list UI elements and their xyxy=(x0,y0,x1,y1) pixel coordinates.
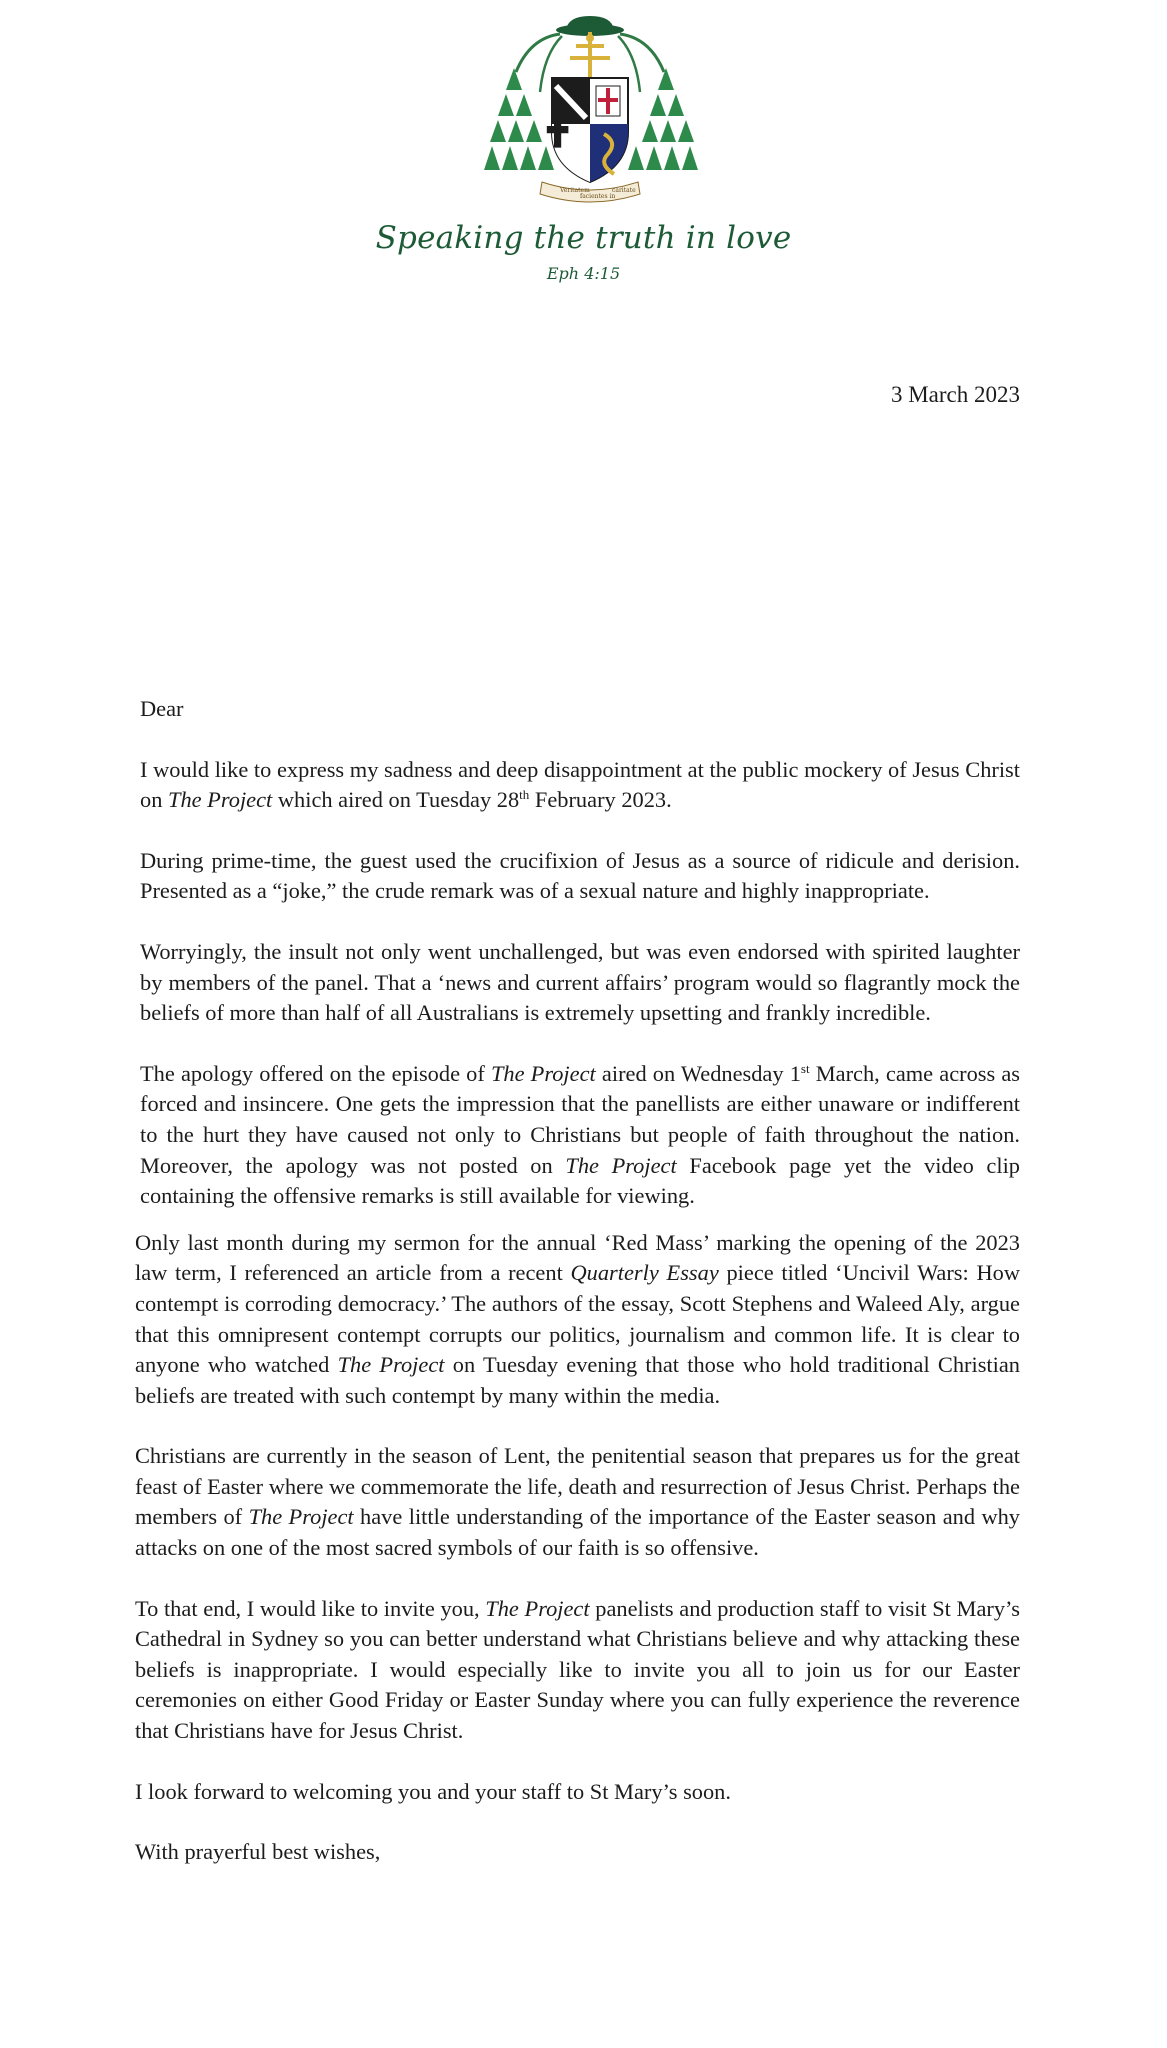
paragraph-text: Only last month during my sermon for the annual ‘Red Mass’ marking the opening of the 2023 law term, I referenced an article from a recent xyxy=(135,1229,1020,1286)
coat-of-arms-icon xyxy=(480,14,700,204)
show-title: The Project xyxy=(490,1060,596,1086)
ribbon-text-2: facientes in xyxy=(580,193,616,200)
letterhead-motto: Speaking the truth in love xyxy=(375,220,792,256)
ribbon-text-3: caritate xyxy=(612,187,636,194)
paragraph-text: which aired on Tuesday 28 xyxy=(272,787,520,813)
paragraph-5 xyxy=(135,1228,1020,1412)
paragraph-text: To that end, I would like to invite you, xyxy=(135,1595,486,1621)
paragraph-text: aired on Wednesday 1 xyxy=(595,1060,801,1086)
paragraph-text: piece titled ‘Uncivil Wars: How contempt is corroding democracy.’ The authors of the essay, Scott Stephens and Waleed Aly, argue that this omnipresent contempt corrupts our politics, journalism and common life. It is clear to anyone who watched xyxy=(135,1260,1020,1378)
show-title: The Project xyxy=(248,1504,354,1530)
ordinal-suffix: th xyxy=(519,787,530,803)
paragraph-6 xyxy=(135,1441,1020,1563)
coat-of-arms xyxy=(480,14,700,204)
show-title: The Project xyxy=(168,787,273,813)
essay-title: Quarterly Essay xyxy=(570,1260,719,1286)
paragraph-text: February 2023. xyxy=(529,787,672,813)
paragraph-text: have little understanding of the importance of the Easter season and why attacks on one of the most sacred symbols of our faith is so offensive. xyxy=(135,1504,1021,1561)
ordinal-suffix: st xyxy=(800,1060,810,1076)
paragraph-text: March, came across as forced and insincere. One gets the impression that the panellists are either unaware or indifferent to the hurt they have caused not only to Christians but people of faith throughout the nation. Moreover, the apology was not posted on xyxy=(140,1060,1021,1178)
show-title: The Project xyxy=(565,1152,677,1178)
paragraph-text: panelists and production staff to visit St Mary’s Cathedral in Sydney so you can better understand what Christians believe and why attacking these beliefs is inappropriate. I would especially like to invite you all to join us for our Easter ceremonies on either Good Friday or Easter Sunday where you can fully experience the reverence that Christians have for Jesus Christ. xyxy=(135,1595,1020,1744)
paragraph-text: Facebook page yet the video clip containing the offensive remarks is still available for viewing. xyxy=(140,1152,1020,1209)
show-title: The Project xyxy=(485,1595,590,1621)
paragraph-text: Christians are currently in the season of Lent, the penitential season that prepares us for the great feast of Easter where we commemorate the life, death and resurrection of Jesus Christ. Perhaps the members of xyxy=(135,1443,1020,1530)
ribbon-text-1: Veritatem xyxy=(560,187,590,194)
salutation: Dear xyxy=(140,696,184,721)
paragraph-7 xyxy=(135,1594,1020,1747)
closing: With prayerful best wishes, xyxy=(135,1839,381,1865)
letter-body xyxy=(135,694,1021,1898)
paragraph-8: I look forward to welcoming you and your staff to St Mary’s soon. xyxy=(135,1778,731,1804)
paragraph-1 xyxy=(140,755,1020,816)
paragraph-text: The apology offered on the episode of xyxy=(140,1060,491,1086)
paragraph-text: on Tuesday evening that those who hold traditional Christian beliefs are treated with such contempt by many within the media. xyxy=(135,1352,1021,1408)
paragraph-4 xyxy=(140,1059,1020,1212)
paragraph-text: I would like to express my sadness and deep disappointment at the public mockery of Jesus Christ on xyxy=(140,756,1020,813)
letter-date: 3 March 2023 xyxy=(890,382,1020,407)
show-title: The Project xyxy=(337,1352,445,1378)
paragraph-3: Worryingly, the insult not only went unchallenged, but was even endorsed with spirited laughter by members of the panel. That a ‘news and current affairs’ program would so flagrantly mock the beliefs of more than half of all Australians is extremely upsetting and frankly incredible. xyxy=(140,938,1020,1026)
paragraph-2: During prime-time, the guest used the crucifixion of Jesus as a source of ridicule and derision. Presented as a “joke,” the crude remark was of a sexual nature and highly inappropriate. xyxy=(140,847,1020,904)
motto-reference: Eph 4:15 xyxy=(546,264,621,283)
